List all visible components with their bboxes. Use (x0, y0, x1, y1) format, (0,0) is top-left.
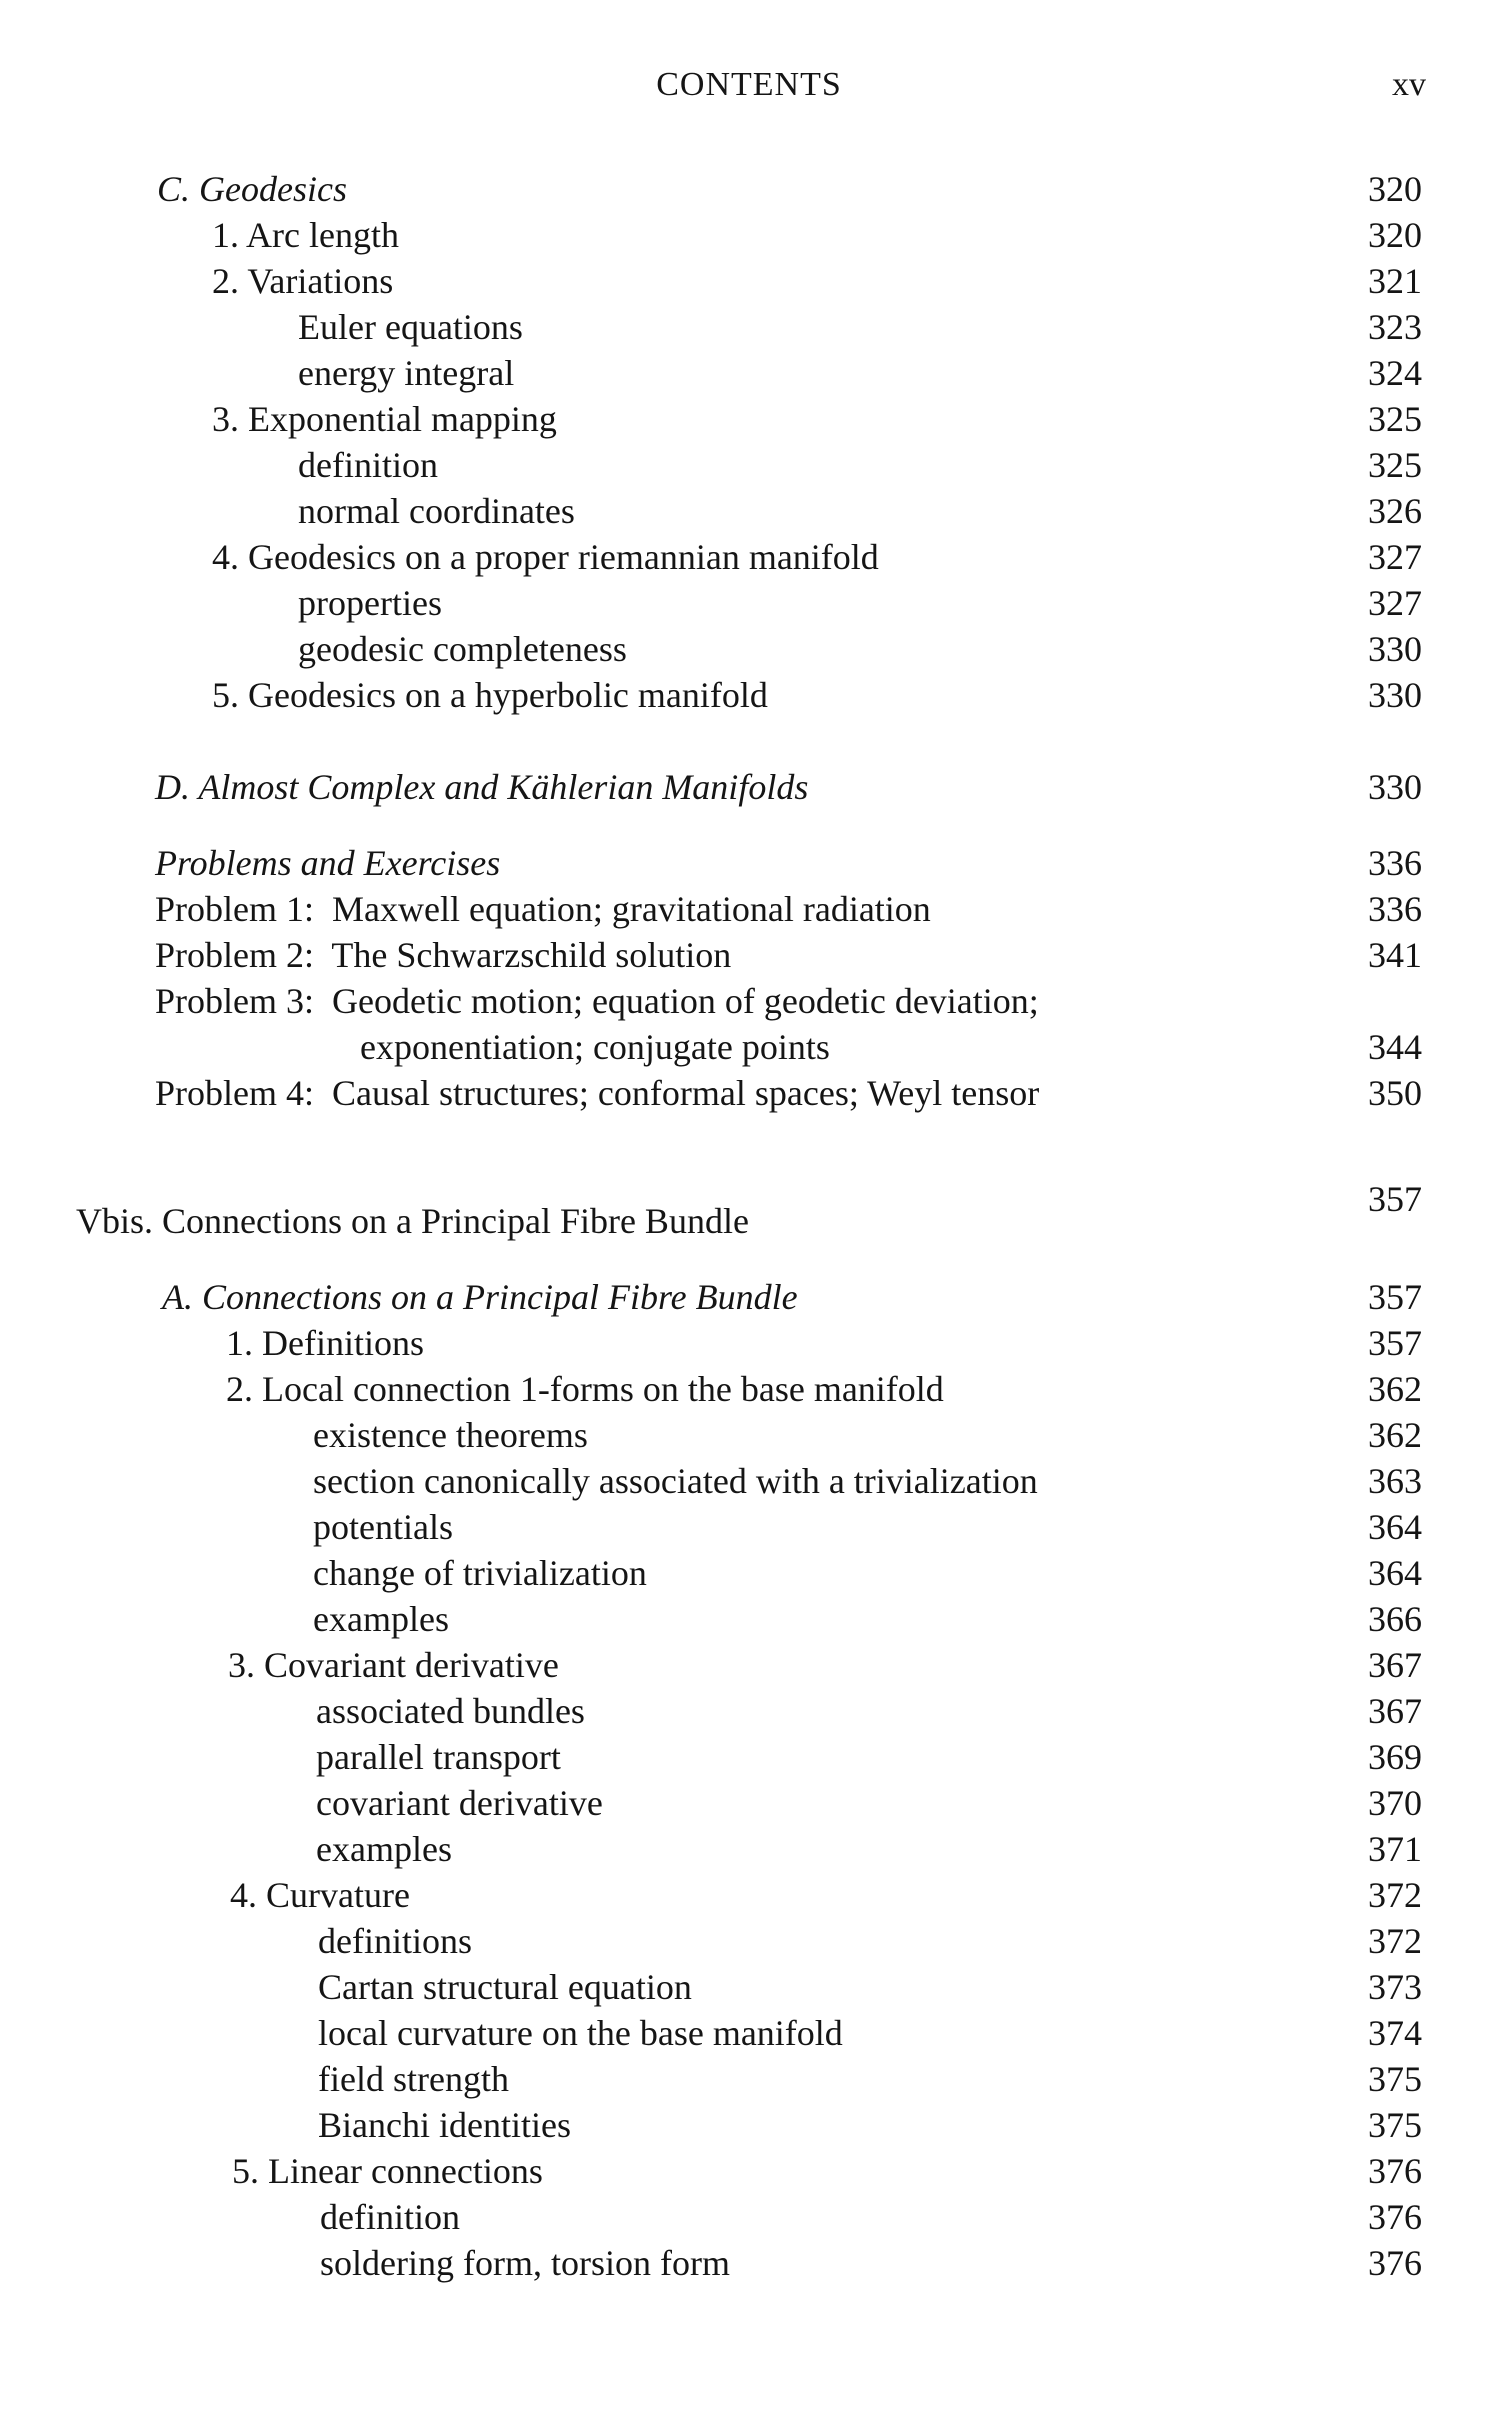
entry-page: 330 (1368, 767, 1422, 807)
entry-page: 370 (1368, 1783, 1422, 1823)
entry-text: 3. Exponential mapping (212, 399, 557, 439)
entry-page: 341 (1368, 935, 1422, 975)
toc-entry-problems-exercises[interactable] (0, 838, 1498, 888)
entry-text: potentials (313, 1507, 453, 1547)
toc-chapter-vbis[interactable] (0, 1179, 1498, 1241)
entry-page: 350 (1368, 1073, 1422, 1113)
entry-page: 357 (1368, 1277, 1422, 1317)
toc-entry-arc-length[interactable] (0, 210, 1498, 260)
toc-entry-definitions[interactable] (0, 1318, 1498, 1368)
entry-page: 369 (1368, 1737, 1422, 1777)
entry-text: C. Geodesics (157, 169, 347, 209)
entry-text: Problems and Exercises (155, 843, 501, 883)
toc-entry-linear-connections[interactable] (0, 2146, 1498, 2196)
toc-entry-definition[interactable] (0, 440, 1498, 490)
entry-text: covariant derivative (316, 1783, 603, 1823)
toc-entry-exponential-mapping[interactable] (0, 394, 1498, 444)
entry-text: Problem 4: Causal structures; conformal spaces; Weyl tensor (155, 1073, 1040, 1113)
entry-text: 3. Covariant derivative (228, 1645, 559, 1685)
toc-entry-local-curvature[interactable] (0, 2008, 1498, 2058)
entry-text: 5. Geodesics on a hyperbolic manifold (212, 675, 768, 715)
toc-entry-existence-theorems[interactable] (0, 1410, 1498, 1460)
toc-entry-covariant-derivative-section[interactable] (0, 1640, 1498, 1690)
entry-page: 325 (1368, 445, 1422, 485)
toc-entry-soldering-form[interactable] (0, 2238, 1498, 2288)
entry-text: Cartan structural equation (318, 1967, 692, 2007)
entry-text: 2. Variations (212, 261, 394, 301)
entry-page: 374 (1368, 2013, 1422, 2053)
toc-entry-curvature[interactable] (0, 1870, 1498, 1920)
entry-text: 5. Linear connections (232, 2151, 543, 2191)
toc-entry-connections-section-a[interactable] (0, 1272, 1498, 1322)
entry-page: 375 (1368, 2105, 1422, 2145)
entry-text: Problem 3: Geodetic motion; equation of geodetic deviation; (155, 981, 1039, 1021)
toc-entry-cartan-structural-equation[interactable] (0, 1962, 1498, 2012)
toc-entry-energy-integral[interactable] (0, 348, 1498, 398)
entry-text: field strength (318, 2059, 509, 2099)
toc-entry-examples-2[interactable] (0, 1824, 1498, 1874)
entry-text: examples (316, 1829, 452, 1869)
entry-text: 1. Arc length (212, 215, 399, 255)
entry-text: 4. Curvature (230, 1875, 410, 1915)
entry-page: 364 (1368, 1507, 1422, 1547)
entry-page: 364 (1368, 1553, 1422, 1593)
toc-entry-properties[interactable] (0, 578, 1498, 628)
toc-entry-geodesic-completeness[interactable] (0, 624, 1498, 674)
entry-text: geodesic completeness (298, 629, 627, 669)
running-title: CONTENTS (656, 66, 842, 103)
toc-entry-almost-complex[interactable] (0, 762, 1498, 812)
entry-text: change of trivialization (313, 1553, 647, 1593)
toc-entry-geodesics[interactable] (0, 164, 1498, 214)
entry-text: exponentiation; conjugate points (360, 1027, 830, 1067)
entry-page: 366 (1368, 1599, 1422, 1639)
entry-text: 4. Geodesics on a proper riemannian manifold (212, 537, 879, 577)
entry-page: 323 (1368, 307, 1422, 347)
entry-page: 320 (1368, 169, 1422, 209)
toc-entry-euler-equations[interactable] (0, 302, 1498, 352)
entry-page: 336 (1368, 843, 1422, 883)
toc-entry-local-connection[interactable] (0, 1364, 1498, 1414)
toc-entry-problem-1[interactable] (0, 884, 1498, 934)
entry-text: normal coordinates (298, 491, 575, 531)
entry-text: 2. Local connection 1-forms on the base manifold (226, 1369, 944, 1409)
entry-text: existence theorems (313, 1415, 588, 1455)
entry-text: 1. Definitions (226, 1323, 424, 1363)
entry-text: A. Connections on a Principal Fibre Bundle (162, 1277, 798, 1317)
entry-page: 330 (1368, 629, 1422, 669)
entry-page: 357 (1368, 1179, 1422, 1219)
entry-page: 372 (1368, 1875, 1422, 1915)
toc-entry-change-of-trivialization[interactable] (0, 1548, 1498, 1598)
entry-page: 357 (1368, 1323, 1422, 1363)
toc-entry-potentials[interactable] (0, 1502, 1498, 1552)
entry-page: 336 (1368, 889, 1422, 929)
entry-page: 321 (1368, 261, 1422, 301)
toc-entry-associated-bundles[interactable] (0, 1686, 1498, 1736)
entry-page: 330 (1368, 675, 1422, 715)
entry-page: 327 (1368, 537, 1422, 577)
entry-page: 371 (1368, 1829, 1422, 1869)
entry-page: 367 (1368, 1645, 1422, 1685)
toc-entry-covariant-derivative[interactable] (0, 1778, 1498, 1828)
toc-entry-variations[interactable] (0, 256, 1498, 306)
entry-page: 367 (1368, 1691, 1422, 1731)
entry-text: energy integral (298, 353, 515, 393)
toc-entry-geodesics-riemannian[interactable] (0, 532, 1498, 582)
entry-page: 363 (1368, 1461, 1422, 1501)
toc-entry-problem-4[interactable] (0, 1068, 1498, 1118)
entry-page: 362 (1368, 1369, 1422, 1409)
entry-page: 376 (1368, 2151, 1422, 2191)
entry-text: Bianchi identities (318, 2105, 571, 2145)
entry-page: 372 (1368, 1921, 1422, 1961)
entry-text: Euler equations (298, 307, 523, 347)
entry-page: 324 (1368, 353, 1422, 393)
toc-entry-bianchi-identities[interactable] (0, 2100, 1498, 2150)
entry-page: 362 (1368, 1415, 1422, 1455)
toc-entry-problem-3-continued[interactable] (0, 1022, 1498, 1072)
toc-entry-normal-coordinates[interactable] (0, 486, 1498, 536)
entry-text: properties (298, 583, 442, 623)
entry-page: 375 (1368, 2059, 1422, 2099)
entry-text: parallel transport (316, 1737, 561, 1777)
toc-entry-section-canonical[interactable] (0, 1456, 1498, 1506)
toc-entry-field-strength[interactable] (0, 2054, 1498, 2104)
entry-text: D. Almost Complex and Kählerian Manifolds (155, 767, 809, 807)
toc-entry-examples-1[interactable] (0, 1594, 1498, 1644)
toc-entry-problem-3[interactable] (0, 976, 1498, 1026)
toc-entry-geodesics-hyperbolic[interactable] (0, 670, 1498, 720)
entry-text: associated bundles (316, 1691, 585, 1731)
entry-text: local curvature on the base manifold (318, 2013, 843, 2053)
entry-text: definition (320, 2197, 460, 2237)
entry-page: 344 (1368, 1027, 1422, 1067)
entry-text: examples (313, 1599, 449, 1639)
toc-entry-problem-2[interactable] (0, 930, 1498, 980)
entry-page: 327 (1368, 583, 1422, 623)
entry-page: 373 (1368, 1967, 1422, 2007)
entry-page: 320 (1368, 215, 1422, 255)
entry-page: 376 (1368, 2197, 1422, 2237)
entry-text: Problem 1: Maxwell equation; gravitational radiation (155, 889, 931, 929)
entry-text: definition (298, 445, 438, 485)
toc-entry-parallel-transport[interactable] (0, 1732, 1498, 1782)
entry-text: definitions (318, 1921, 472, 1961)
entry-text: section canonically associated with a trivialization (313, 1461, 1038, 1501)
folio-page-number: xv (1392, 66, 1426, 103)
entry-text: soldering form, torsion form (320, 2243, 730, 2283)
entry-text: Problem 2: The Schwarzschild solution (155, 935, 732, 975)
entry-page: 325 (1368, 399, 1422, 439)
toc-entry-curvature-definitions[interactable] (0, 1916, 1498, 1966)
entry-text: Vbis. Connections on a Principal Fibre Bundle (76, 1201, 749, 1241)
entry-page: 376 (1368, 2243, 1422, 2283)
toc-entry-linear-definition[interactable] (0, 2192, 1498, 2242)
entry-page: 326 (1368, 491, 1422, 531)
